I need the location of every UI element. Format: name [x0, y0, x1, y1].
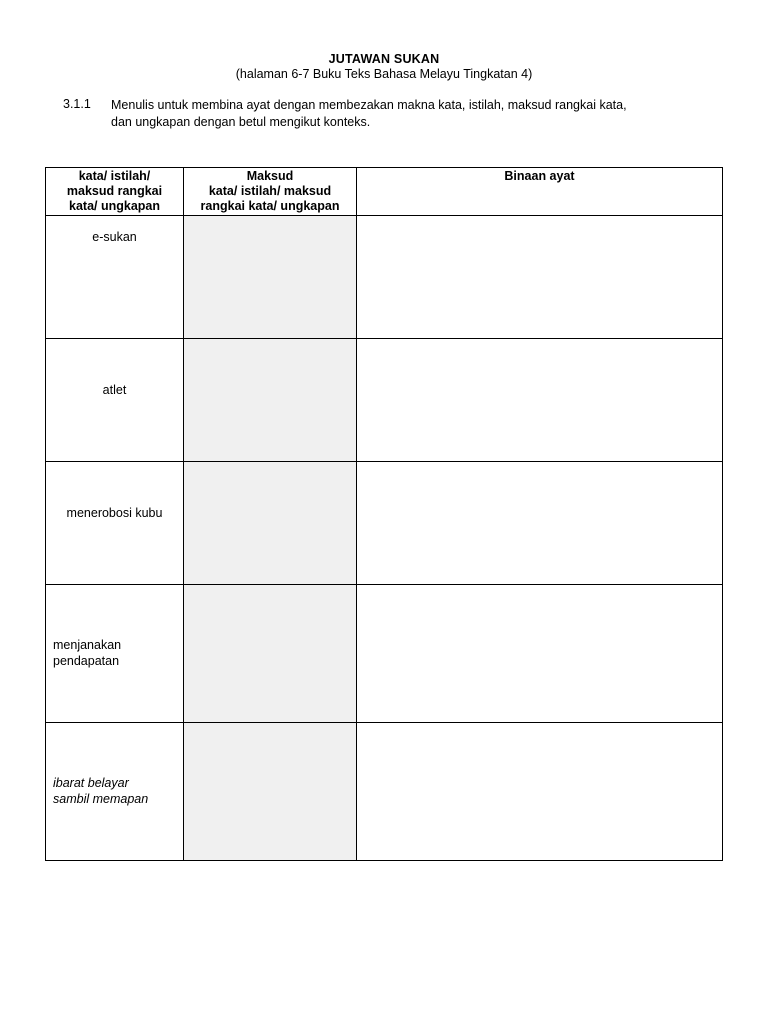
worksheet-table	[45, 167, 723, 861]
meaning-answer-cell[interactable]	[184, 585, 357, 723]
term-cell	[46, 216, 184, 339]
term-cell	[46, 723, 184, 861]
sentence-answer-cell[interactable]	[357, 585, 723, 723]
term-text: e-sukan	[92, 230, 137, 244]
worksheet-subtitle: (halaman 6-7 Buku Teks Bahasa Melayu Tingkatan 4)	[235, 67, 533, 81]
table-row	[46, 339, 723, 462]
term-cell	[46, 462, 184, 585]
objective-text	[111, 97, 721, 131]
term-line: menjanakan	[53, 637, 122, 652]
table-header-row	[46, 168, 723, 216]
header-sentence	[357, 168, 723, 216]
header-sentence-line: Binaan ayat	[504, 169, 575, 183]
meaning-answer-cell[interactable]	[184, 723, 357, 861]
header-term-line: maksud rangkai	[66, 184, 163, 198]
table-row	[46, 723, 723, 861]
term-text: menerobosi kubu	[66, 506, 163, 520]
sentence-answer-cell[interactable]	[357, 462, 723, 585]
term-text	[53, 637, 183, 669]
header-meaning-line: kata/ istilah/ maksud	[208, 184, 332, 198]
objective-line-1: Menulis untuk membina ayat dengan membezakan makna kata, istilah, maksud rangkai kata,	[111, 98, 627, 112]
meaning-answer-cell[interactable]	[184, 462, 357, 585]
header-term	[46, 168, 184, 216]
term-text	[53, 775, 183, 807]
table-row	[46, 462, 723, 585]
term-line: sambil memapan	[53, 791, 149, 806]
table-row	[46, 585, 723, 723]
meaning-answer-cell[interactable]	[184, 216, 357, 339]
sentence-answer-cell[interactable]	[357, 216, 723, 339]
header-meaning-line: rangkai kata/ ungkapan	[200, 199, 340, 213]
term-text: atlet	[102, 383, 127, 397]
meaning-answer-cell[interactable]	[184, 339, 357, 462]
objective-number: 3.1.1	[63, 97, 91, 111]
table-row	[46, 216, 723, 339]
term-line: ibarat belayar	[53, 775, 129, 790]
term-cell	[46, 585, 184, 723]
term-cell	[46, 339, 184, 462]
objective-line-2: dan ungkapan dengan betul mengikut konteks.	[111, 115, 371, 129]
term-line: pendapatan	[53, 653, 120, 668]
header-term-line: kata/ istilah/	[78, 169, 151, 183]
sentence-answer-cell[interactable]	[357, 723, 723, 861]
sentence-answer-cell[interactable]	[357, 339, 723, 462]
header-meaning	[184, 168, 357, 216]
worksheet-title: JUTAWAN SUKAN	[328, 52, 440, 66]
header-term-line: kata/ ungkapan	[69, 199, 160, 213]
header-meaning-line: Maksud	[246, 169, 294, 183]
